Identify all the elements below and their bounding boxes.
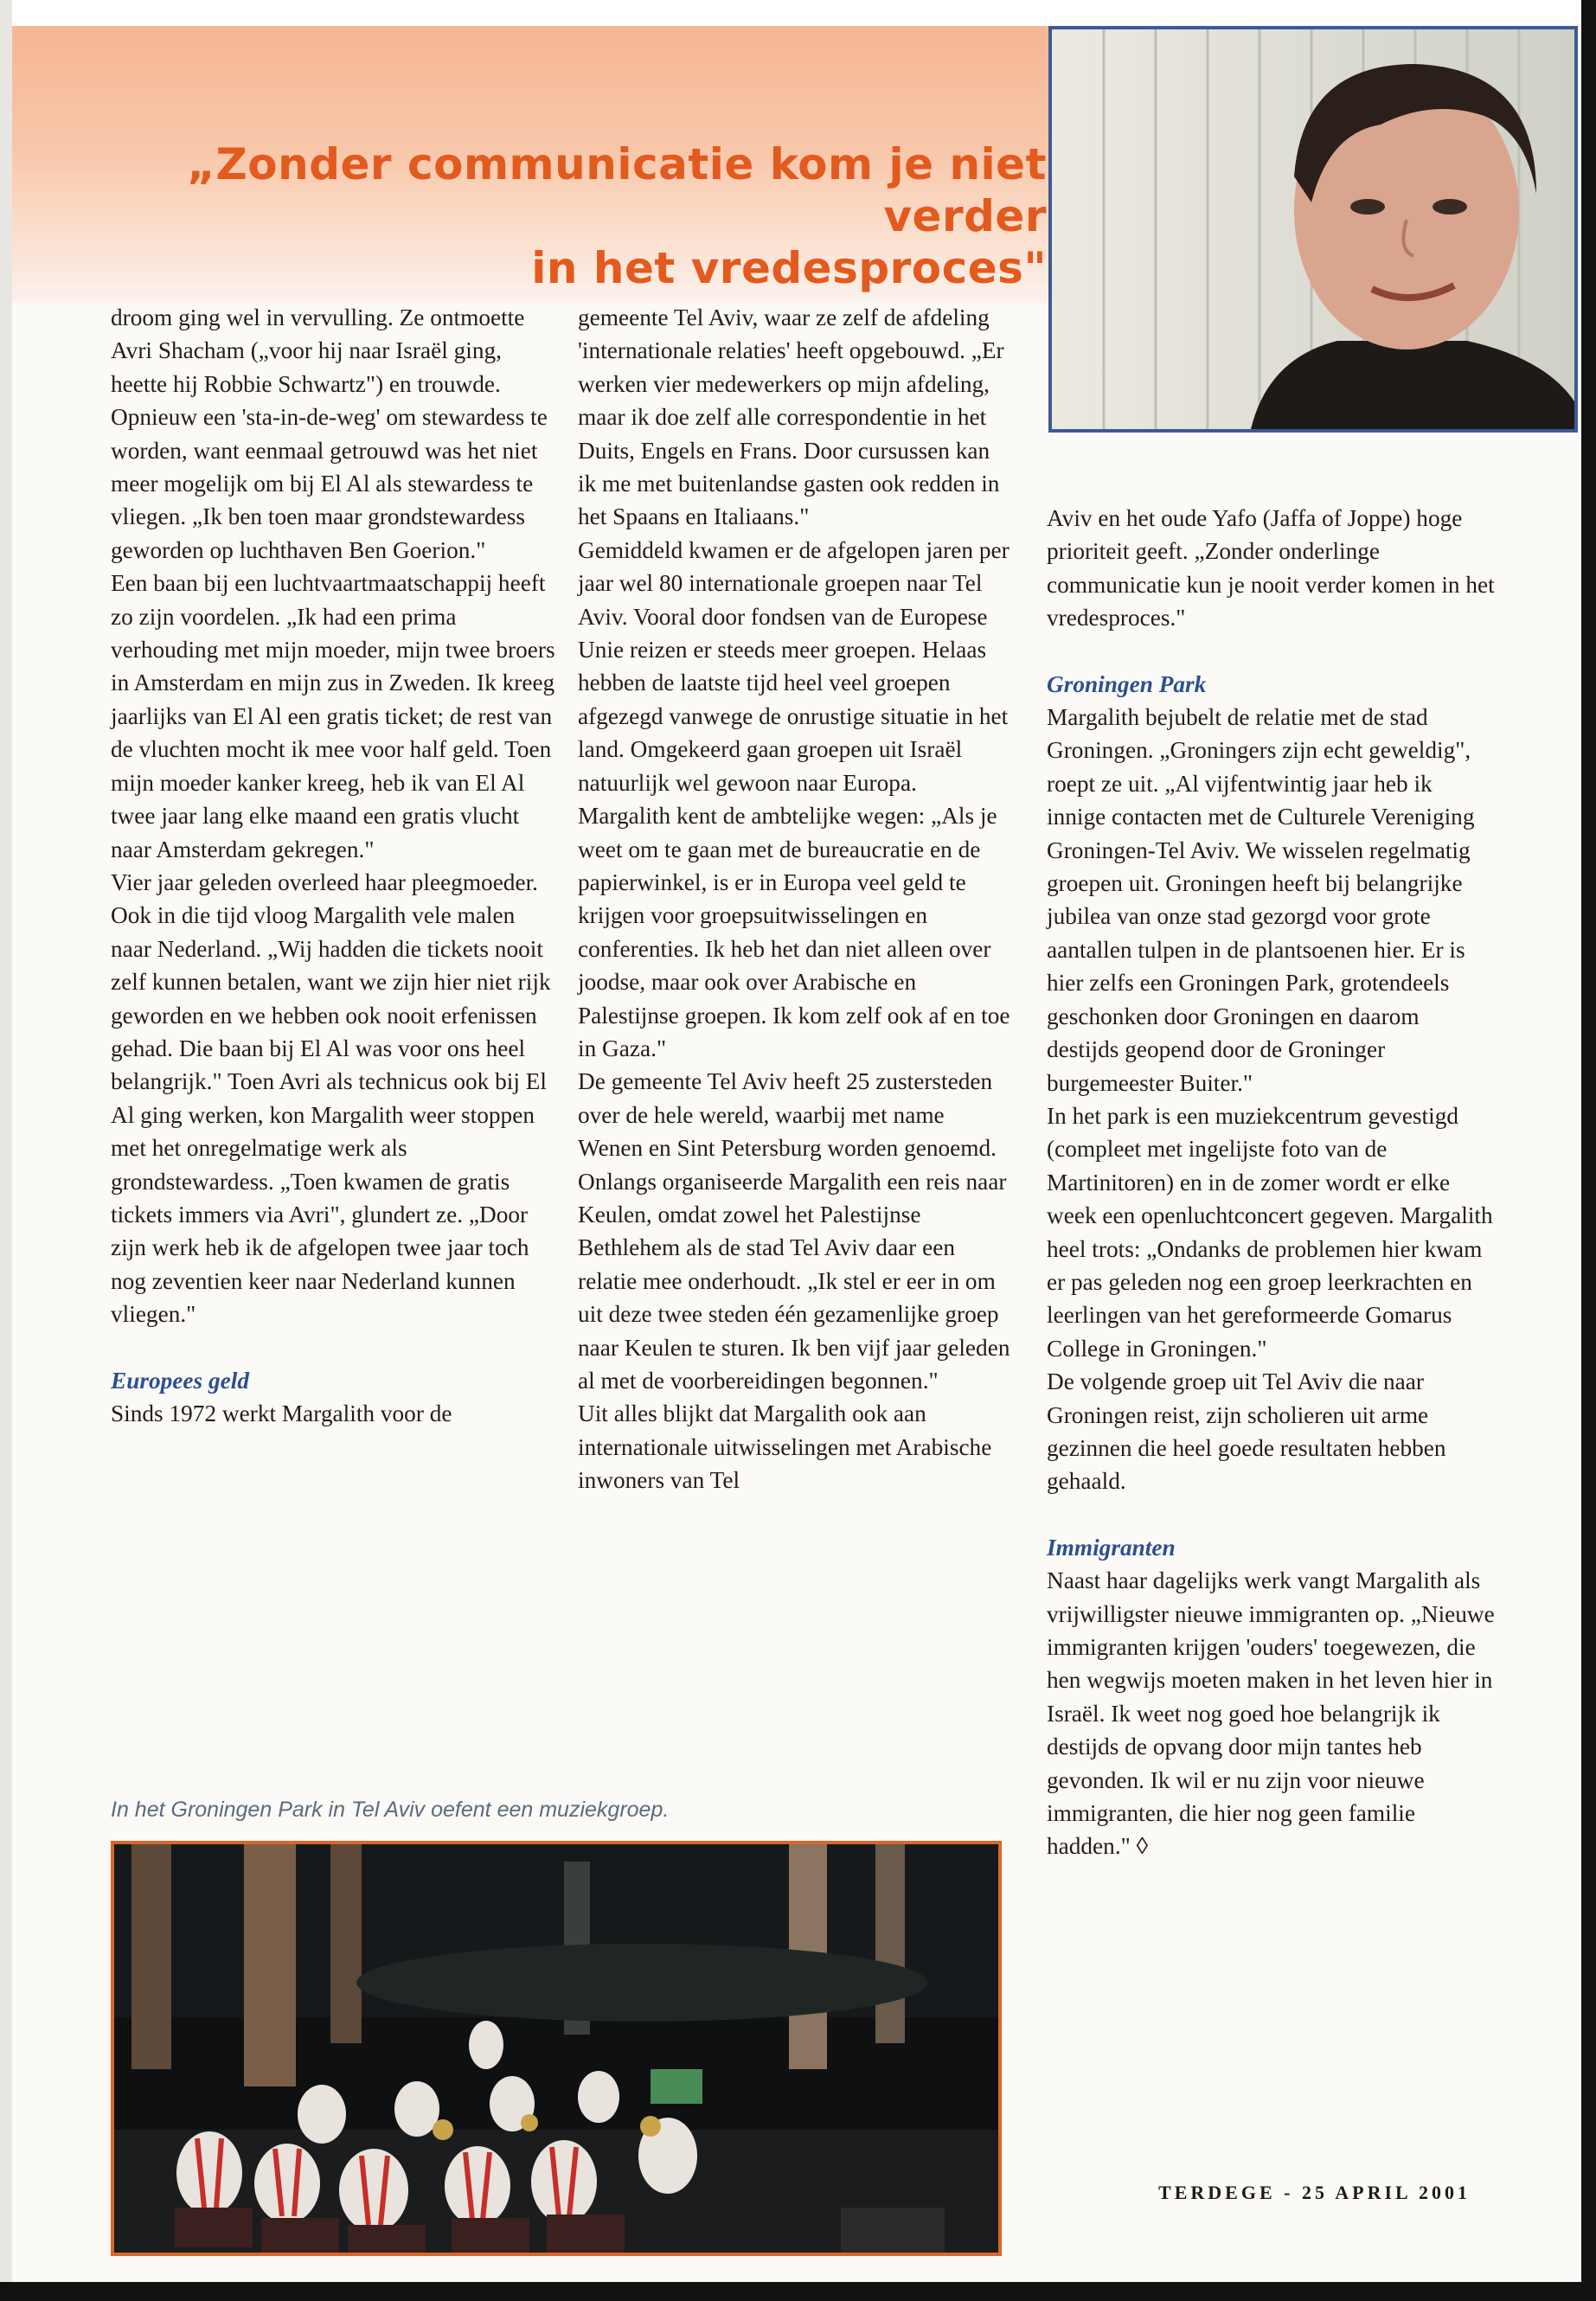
scan-margin-right [1581,0,1596,2301]
scan-margin-left [0,0,12,2301]
page-footer: TERDEGE - 25 APRIL 2001 [1158,2182,1471,2203]
paragraph: gemeente Tel Aviv, waar ze zelf de afdeling 'internationale relaties' heeft opgebouwd. „Er werken vier medewerkers op mijn afdeling, maar ik doe zelf alle correspondentie in het Duits, Engels en Frans. Door cursussen kan ik me met buitenlandse gasten ook redden in het Spaans en Italiaans." [578,304,1004,530]
paragraph: Vier jaar geleden overleed haar pleegmoeder. Ook in die tijd vloog Margalith vele malen naar Nederland. „Wij hadden die tickets nooit zelf kunnen betalen, want we zijn hier niet rijk geworden en we hebben ook nooit erfenissen gehad. Die baan bij El Al was voor ons heel belangrijk." Toen Avri als technicus ook bij El Al ging werken, kon Margalith weer stoppen met het onregelmatige werk als grondstewardess. „Toen kwamen de gratis tickets immers via Avri", glundert ze. „Door zijn werk heb ik de afgelopen twee jaar toch nog zeventien keer naar Nederland kunnen vliegen." [111,868,551,1328]
portrait-photo [1048,26,1578,433]
paragraph: Gemiddeld kwamen er de afgelopen jaren per jaar wel 80 internationale groepen naar Tel Aviv. Vooral door fondsen van de Europese Unie reizen er steeds meer groepen. Helaas hebben de laatste tijd heel veel groepen afgezegd vanwege de onrustige situatie in het land. Omgekeerd gaan groepen uit Israël natuurlijk wel gewoon naar Europa. [578,536,1010,796]
scan-margin-bottom [0,2282,1596,2301]
paragraph: In het park is een muziekcentrum gevestigd (compleet met ingelijste foto van de Martinitoren) en in de zomer wordt er elke week een openluchtconcert gegeven. Margalith heel trots: „Ondanks de problemen hier kwam er pas geleden nog een groep leerkrachten en leerlingen van het gereformeerde Gomarus College in Groningen." [1047,1102,1493,1362]
paragraph: Sinds 1972 werkt Margalith voor de [111,1400,452,1426]
subheading-immigranten: Immigranten [1047,1534,1176,1561]
paragraph: Onlangs organiseerde Margalith een reis naar Keulen, omdat zowel het Palestijnse Bethlehem als de stad Tel Aviv daar een relatie mee onderhoudt. „Ik stel er eer in om uit deze twee steden één gezamenlijke groep naar Keulen te sturen. Ik ben vijf jaar geleden al met de voorbereidingen begonnen." [578,1168,1010,1394]
band-photo-illustration [114,1844,998,2253]
band-photo [111,1841,1002,2256]
text-column-2 [578,301,1010,1497]
paragraph: De gemeente Tel Aviv heeft 25 zustersteden over de hele wereld, waarbij met name Wenen en Sint Petersburg worden genoemd. [578,1068,997,1162]
paragraph: Aviv en het oude Yafo (Jaffa of Joppe) hoge prioriteit geeft. „Zonder onderlinge communicatie kun je nooit verder komen in het vredesproces." [1047,505,1495,631]
subheading-europees-geld: Europees geld [111,1367,249,1394]
paragraph: De volgende groep uit Tel Aviv die naar Groningen reist, zijn scholieren uit arme gezinnen die heel goede resultaten hebben gehaald. [1047,1368,1446,1495]
portrait-illustration [1052,29,1574,429]
paragraph: Margalith kent de ambtelijke wegen: „Als je weet om te gaan met de bureaucratie en de papierwinkel, is er in Europa veel geld te krijgen voor groepsuitwisselingen en conferenties. Ik heb het dan niet alleen over joodse, maar ook over Arabische en Palestijnse groepen. Ik kom zelf ook af en toe in Gaza." [578,803,1010,1061]
scan-margin-top [0,0,1596,26]
headline [95,138,1050,294]
text-column-3 [1047,502,1497,1863]
headline-line-2: in het vredesproces" [531,243,1047,293]
paragraph: Uit alles blijkt dat Margalith ook aan internationale uitwisselingen met Arabische inwoners van Tel [578,1400,992,1494]
headline-band [12,26,1050,303]
paragraph: Naast haar dagelijks werk vangt Margalith als vrijwilligster nieuwe immigranten op. „Nieuwe immigranten krijgen 'ouders' toegewezen, die hen wegwijs moeten maken in het leven hier in Israël. Ik weet nog goed hoe belangrijk ik destijds de opvang door mijn tantes heb gevonden. Ik wil er nu zijn voor nieuwe immigranten, die hier nog geen familie hadden." ◊ [1047,1567,1495,1860]
text-column-1 [111,301,561,1430]
photo-caption: In het Groningen Park in Tel Aviv oefent een muziekgroep. [111,1798,670,1822]
headline-line-1: „Zonder communicatie kom je niet verder [187,139,1047,241]
paragraph: droom ging wel in vervulling. Ze ontmoette Avri Shacham („voor hij naar Israël ging, heette hij Robbie Schwartz") en trouwde. Opnieuw een 'sta-in-de-weg' om stewardess te worden, want eenmaal getrouwd was het niet meer mogelijk om bij El Al als stewardess te vliegen. „Ik ben toen maar grondstewardess geworden op luchthaven Ben Goerion." [111,304,548,563]
paragraph: Een baan bij een luchtvaartmaatschappij heeft zo zijn voordelen. „Ik had een prima verhouding met mijn moeder, mijn twee broers in Amsterdam en mijn zus in Zweden. Ik kreeg jaarlijks van El Al een gratis ticket; de rest van de vluchten mocht ik mee voor half geld. Toen mijn moeder kanker kreeg, heb ik van El Al twee jaar lang elke maand een gratis vlucht naar Amsterdam gekregen." [111,570,555,862]
paragraph: Margalith bejubelt de relatie met de stad Groningen. „Groningers zijn echt geweldig", roept ze uit. „Al vijfentwintig jaar heb ik innige contacten met de Culturele Vereniging Groningen-Tel Aviv. We wisselen regelmatig groepen uit. Groningen heeft bij belangrijke jubilea van onze stad gezorgd voor grote aantallen tulpen in de plantsoenen hier. Er is hier zelfs een Groningen Park, grotendeels geschonken door Groningen en daarom destijds geopend door de Groninger burgemeester Buiter." [1047,704,1475,1096]
subheading-groningen-park: Groningen Park [1047,670,1207,697]
